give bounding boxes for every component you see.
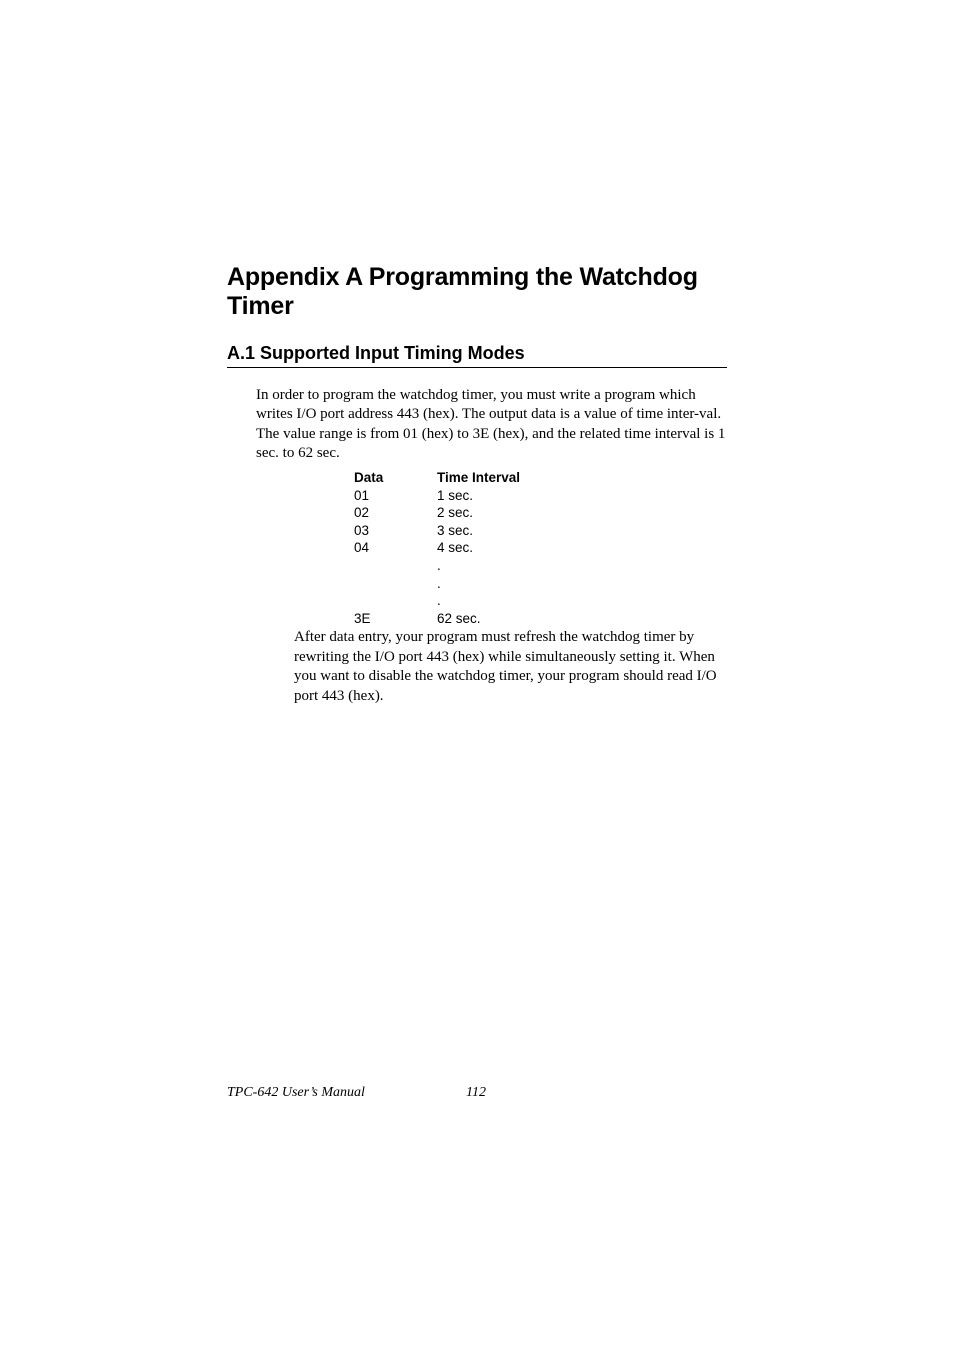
table-cell-interval: 2 sec. <box>437 505 474 521</box>
table-cell-data <box>354 557 437 575</box>
table-cell-data: 04 <box>354 540 370 556</box>
intro-paragraph: In order to program the watchdog timer, you must write a program which writes I/O port address 443 (hex). The output data is a value of time inter-val. The value range is from 01 (hex) to 3E (hex), and the related time interval is 1 sec. to 62 sec. <box>256 387 726 461</box>
table-cell-interval: 3 sec. <box>437 522 474 538</box>
table-cell-interval: 4 sec. <box>437 540 474 556</box>
footer-manual-title: TPC-642 User’s Manual <box>227 1085 365 1100</box>
after-entry-paragraph: After data entry, your program must refresh the watchdog timer by rewriting the I/O port 443 (hex) while simultaneously setting it. When you want to disable the watchdog timer, your program should read I/O port 443 (hex). <box>294 629 717 705</box>
footer-page-number: 112 <box>466 1085 486 1100</box>
table-cell-interval: . <box>437 593 441 609</box>
table-row <box>354 557 554 575</box>
page-title: Appendix A Programming the Watchdog Timer <box>227 263 698 320</box>
table-cell-data <box>354 592 437 610</box>
table-row <box>354 592 554 610</box>
table-cell-interval: . <box>437 557 441 573</box>
table-row <box>354 539 554 557</box>
table-cell-interval: 1 sec. <box>437 487 474 503</box>
table-row <box>354 610 554 628</box>
table-cell-data: 02 <box>354 505 370 521</box>
table-cell-data: 01 <box>354 487 370 503</box>
column-header-time-interval: Time Interval <box>437 470 521 485</box>
table-row <box>354 522 554 540</box>
section-heading: A.1 Supported Input Timing Modes <box>227 342 727 368</box>
table-cell-data: 3E <box>354 610 371 626</box>
table-cell-data <box>354 575 437 593</box>
timing-table <box>354 469 554 627</box>
column-header-data: Data <box>354 470 384 485</box>
table-header-row <box>354 469 554 487</box>
table-row <box>354 504 554 522</box>
table-row <box>354 487 554 505</box>
table-cell-interval: 62 sec. <box>437 610 481 626</box>
table-cell-interval: . <box>437 575 441 591</box>
table-cell-data: 03 <box>354 522 370 538</box>
table-row <box>354 575 554 593</box>
